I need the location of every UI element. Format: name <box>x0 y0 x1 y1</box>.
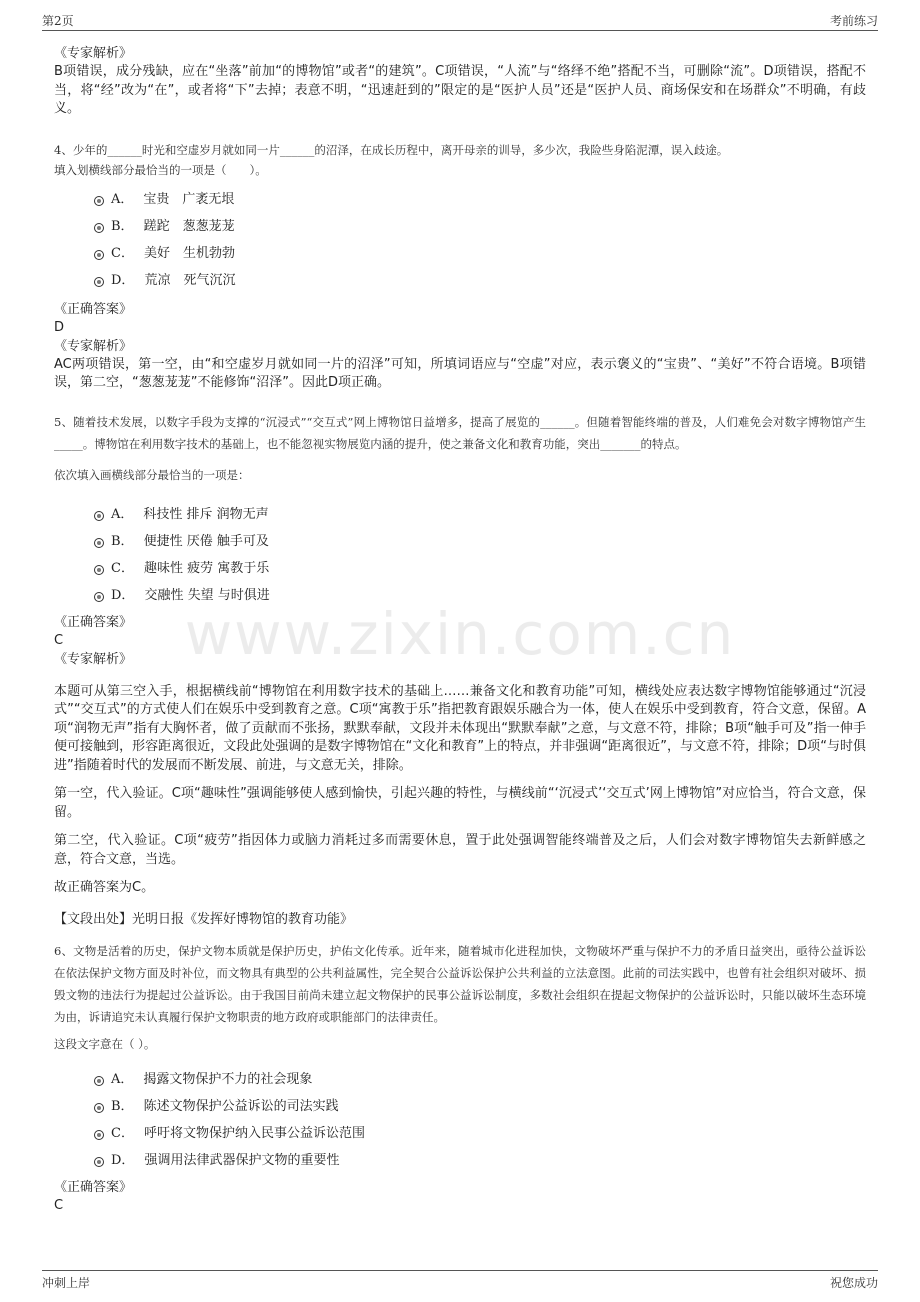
radio-icon[interactable] <box>94 1157 104 1167</box>
radio-icon[interactable] <box>94 592 104 602</box>
option-a[interactable]: A． 宝贵 广袤无垠 <box>94 184 866 211</box>
analysis-paragraph: 第二空，代入验证。C项“疲劳”指因体力或脑力消耗过多而需要休息，置于此处强调智能终端普及之后，人们会对数字博物馆失去新鲜感之意，符合文意，当选。 <box>54 833 866 867</box>
radio-icon[interactable] <box>94 277 104 287</box>
radio-icon[interactable] <box>94 565 104 575</box>
analysis-label: 《专家解析》 <box>54 338 133 354</box>
correct-answer: C <box>54 1197 64 1213</box>
page-number: 第2页 <box>42 14 74 28</box>
option-list <box>94 499 866 607</box>
option-c[interactable]: C． 美好 生机勃勃 <box>94 238 866 265</box>
radio-icon[interactable] <box>94 1076 104 1086</box>
document-body <box>54 44 866 1215</box>
analysis-paragraph: 第一空，代入验证。C项“趣味性”强调能够使人感到愉快，引起兴趣的特性，与横线前“‘沉浸式’‘交互式’网上博物馆”对应恰当，符合文意，保留。 <box>54 786 866 820</box>
radio-icon[interactable] <box>94 1130 104 1140</box>
question-prompt: 填入划横线部分最恰当的一项是（ ）。 <box>54 162 267 177</box>
footer-left: 冲刺上岸 <box>42 1276 91 1290</box>
option-list <box>94 184 866 292</box>
radio-icon[interactable] <box>94 250 104 260</box>
radio-icon[interactable] <box>94 511 104 521</box>
option-b[interactable]: B． 陈述文物保护公益诉讼的司法实践 <box>94 1091 866 1118</box>
option-b[interactable]: B． 便捷性 厌倦 触手可及 <box>94 526 866 553</box>
answer-label: 《正确答案》 <box>54 614 133 630</box>
question-stem: 6、文物是活着的历史，保护文物本质就是保护历史，护佑文化传承。近年来，随着城市化进程加快，文物破坏严重与保护不力的矛盾日益突出，亟待公益诉讼在依法保护文物方面及时补位，而文物具有典型的公共利益属性，完全契合公益诉讼保护公共利益的立法意图。此前的司法实践中，也曾有社会组织对破坏、损毁文物的违法行为提起过公益诉讼。由于我国目前尚未建立起文物保护的民事公益诉讼制度，多数社会组织在提起文物保护的公益诉讼时，只能以破坏生态环境为由，诉请追究未认真履行保护文物职责的地方政府或职能部门的法律责任。 <box>54 943 866 1024</box>
header-title: 考前练习 <box>829 14 878 28</box>
question-5 <box>54 411 866 930</box>
option-list <box>94 1064 866 1172</box>
radio-icon[interactable] <box>94 196 104 206</box>
radio-icon[interactable] <box>94 1103 104 1113</box>
watermark: www.zixin.com.cn <box>184 600 736 668</box>
option-d[interactable]: D． 荒凉 死气沉沉 <box>94 265 866 292</box>
analysis-paragraph: 本题可从第三空入手，根据横线前“博物馆在利用数字技术的基础上……兼备文化和教育功能”可知，横线处应表达数字博物馆能够通过“沉浸式”“交互式”的方式使人们在娱乐中受到教育之意。C项“寓教于乐”指把教育跟娱乐融合为一体，使人在娱乐中受到教育，符合文意，保留。A项“润物无声”指有大胸怀者，做了贡献而不张扬，默默奉献，文段并未体现出“默默奉献”之意，与文意不符，排除；B项“触手可及”指一伸手便可接触到，形容距离很近，文段此处强调的是数字博物馆在“文化和教育”上的特点，并非强调“距离很近”，与文意不符，排除；D项“与时俱进”指随着时代的发展而不断发展、前进，与文意无关，排除。 <box>54 683 866 773</box>
footer-right: 祝您成功 <box>829 1276 878 1290</box>
question-prompt: 依次填入画横线部分最恰当的一项是： <box>54 467 250 482</box>
option-d[interactable]: D． 交融性 失望 与时俱进 <box>94 580 866 607</box>
analysis-text: AC两项错误，第一空，由“和空虚岁月就如同一片的沼泽”可知，所填词语应与“空虚”对应，表示褒义的“宝贵”、“美好”不符合语境。B项错误，第二空，“葱葱茏茏”不能修饰“沼泽”。因此D项正确。 <box>54 356 866 390</box>
option-c[interactable]: C． 趣味性 疲劳 寓教于乐 <box>94 553 866 580</box>
correct-answer: D <box>54 319 65 335</box>
radio-icon[interactable] <box>94 223 104 233</box>
option-c[interactable]: C． 呼吁将文物保护纳入民事公益诉讼范围 <box>94 1118 866 1145</box>
answer-label: 《正确答案》 <box>54 301 133 317</box>
option-a[interactable]: A． 揭露文物保护不力的社会现象 <box>94 1064 866 1091</box>
analysis-label: 《专家解析》 <box>54 46 133 61</box>
question-6 <box>54 940 866 1215</box>
analysis-label: 《专家解析》 <box>54 651 133 667</box>
correct-answer: C <box>54 632 64 648</box>
radio-icon[interactable] <box>94 538 104 548</box>
option-b[interactable]: B． 蹉跎 葱葱茏茏 <box>94 211 866 238</box>
question-4 <box>54 141 866 393</box>
option-d[interactable]: D． 强调用法律武器保护文物的重要性 <box>94 1145 866 1172</box>
question-stem: 5、随着技术发展，以数字手段为支撑的“沉浸式”“交互式”网上博物馆日益增多，提高了展览的______。但随着智能终端的普及，人们难免会对数字博物馆产生_____。博物馆在利用数字技术的基础上，也不能忽视实物展览内涵的提升，使之兼备文化和教育功能，突出_______的特点。 <box>54 414 866 451</box>
page-header <box>42 10 878 31</box>
passage-source: 【文段出处】光明日报《发挥好博物馆的教育功能》 <box>54 911 354 927</box>
page-footer <box>42 1270 878 1294</box>
question-prompt: 这段文字意在（ ）。 <box>54 1036 156 1051</box>
answer-label: 《正确答案》 <box>54 1179 133 1195</box>
analysis-paragraph: 故正确答案为C。 <box>54 880 155 895</box>
question-stem: 4、少年的______时光和空虚岁月就如同一片______的沼泽，在成长历程中，离开母亲的训导，多少次，我险些身陷泥潭，误入歧途。 <box>54 142 729 157</box>
option-a[interactable]: A． 科技性 排斥 润物无声 <box>94 499 866 526</box>
analysis-text: B项错误，成分残缺，应在“坐落”前加“的博物馆”或者“的建筑”。C项错误，“人流”与“络绎不绝”搭配不当，可删除“流”。D项错误，搭配不当，将“经”改为“在”，或者将“下”去掉；表意不明，“迅速赶到的”限定的是“医护人员”还是“医护人员、商场保安和在场群众”不明确，有歧义。 <box>54 64 866 116</box>
